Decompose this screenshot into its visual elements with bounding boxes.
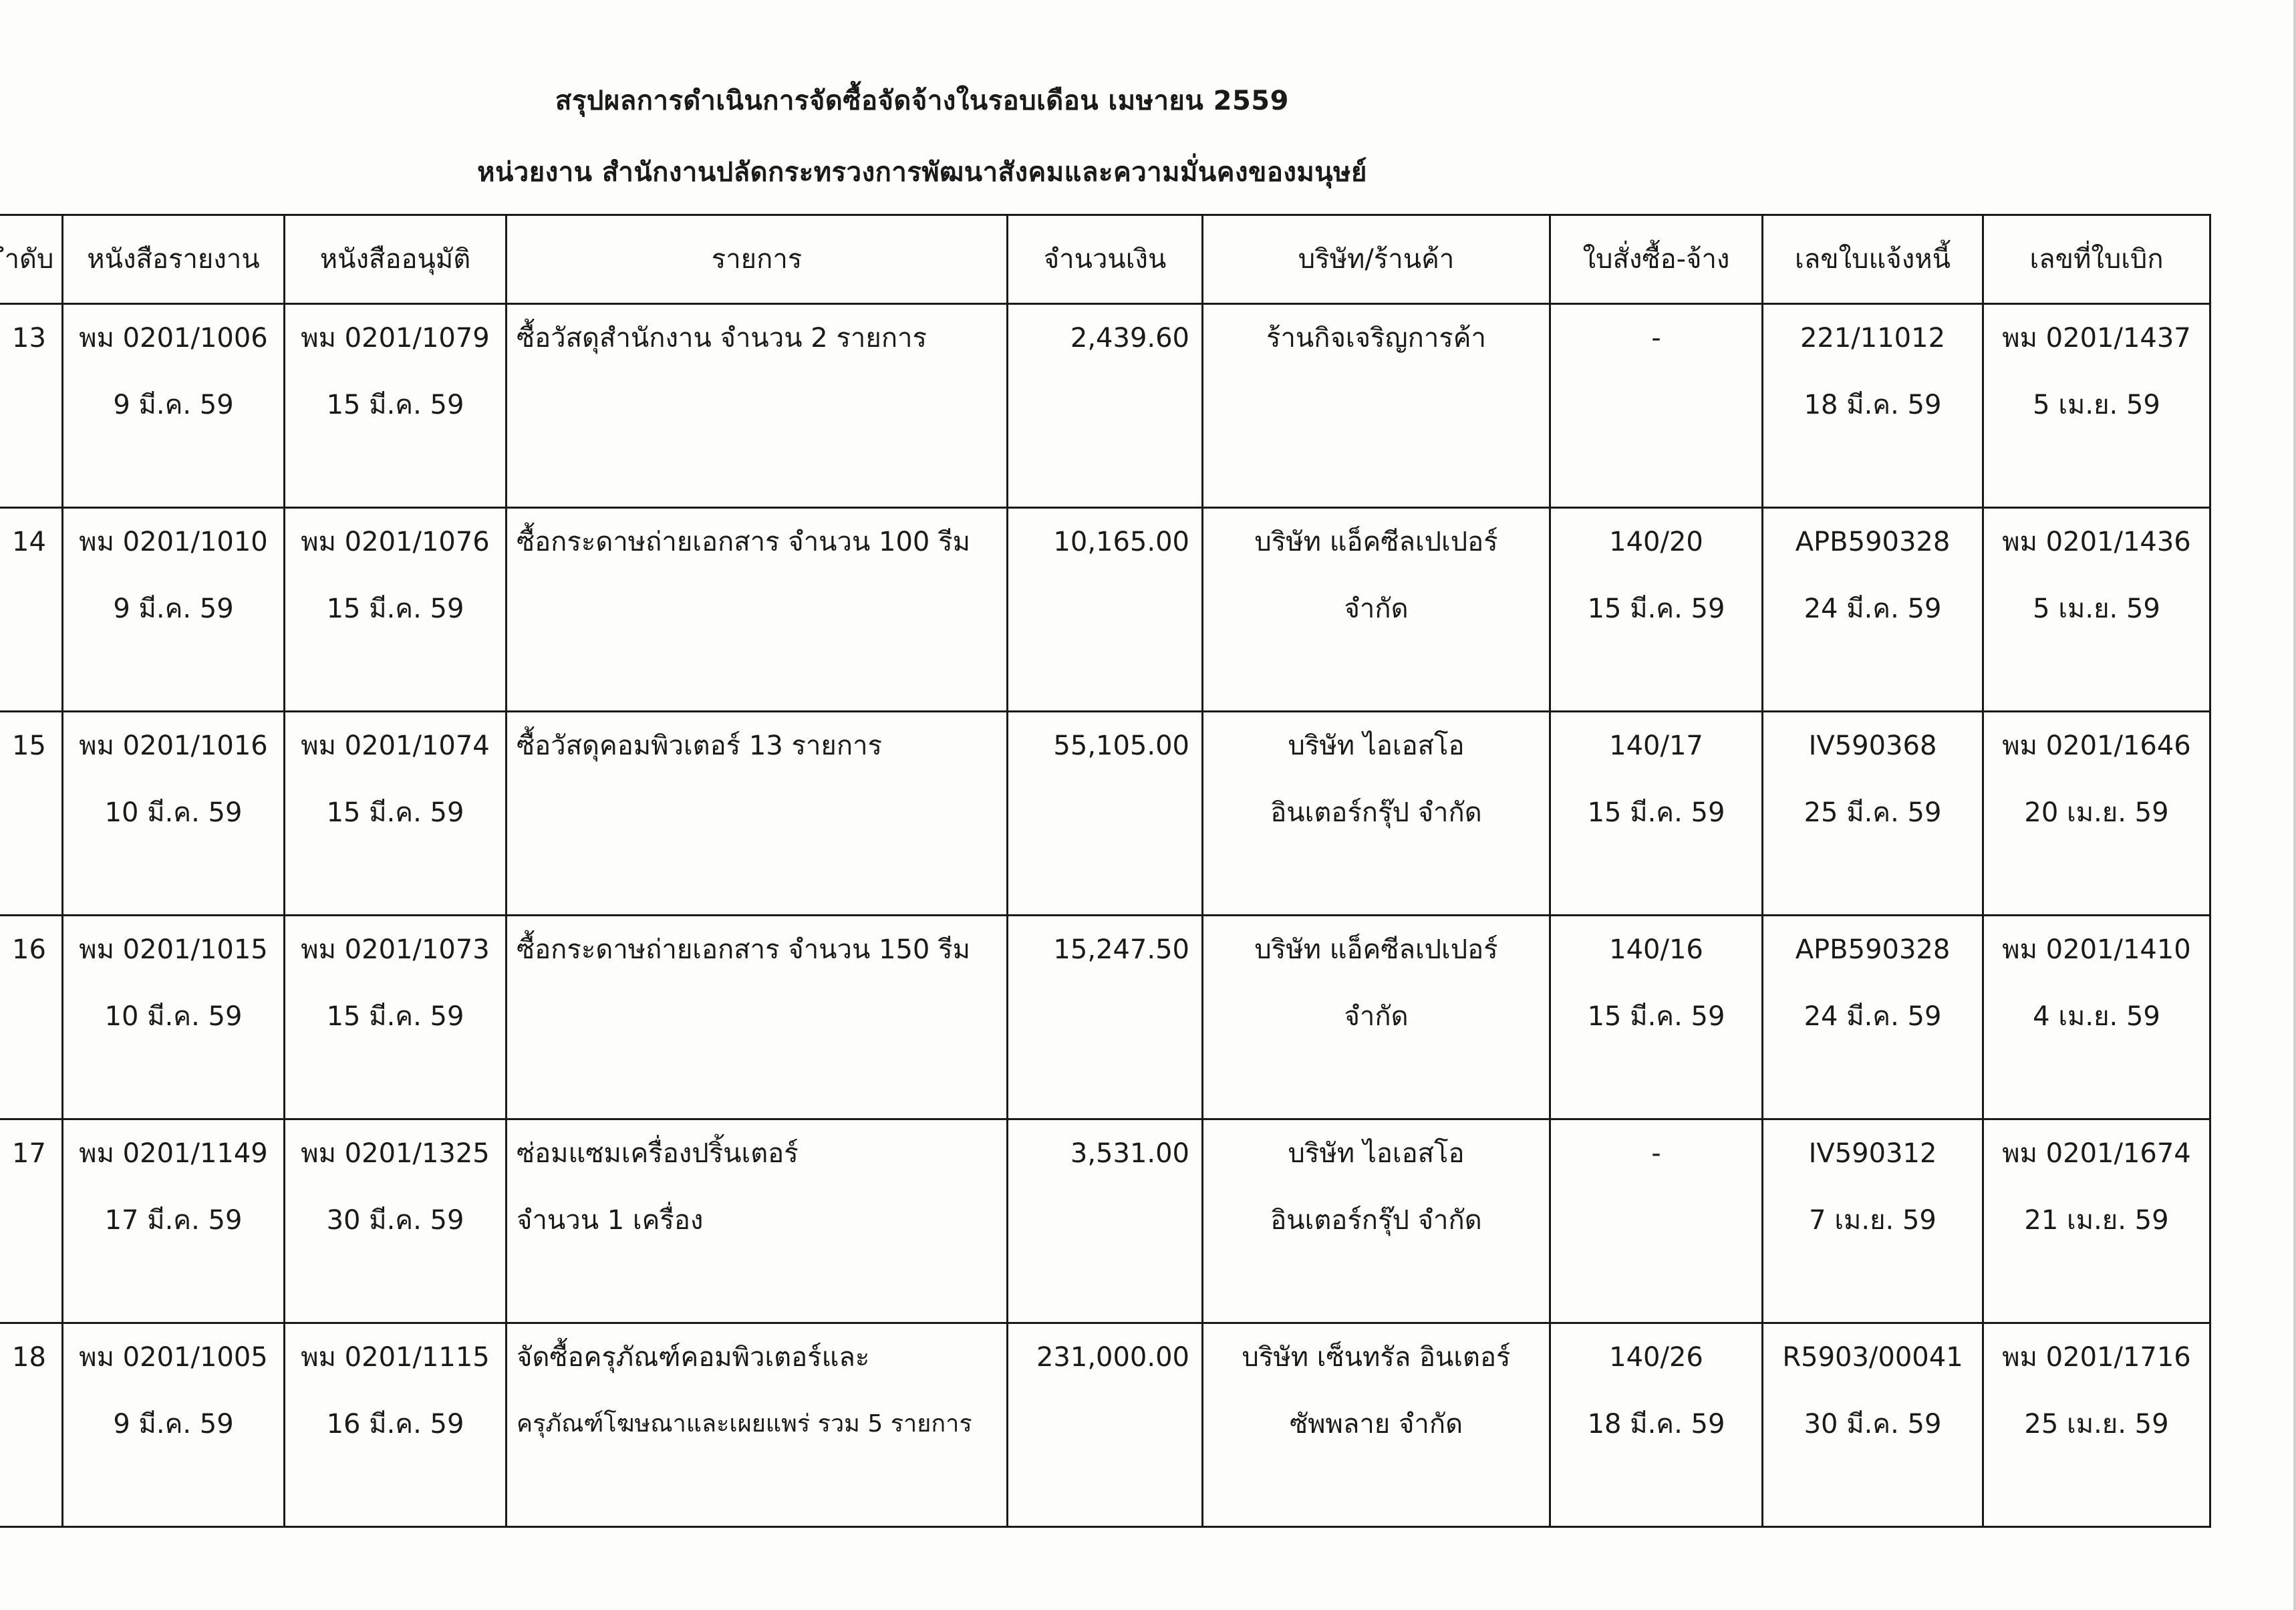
- approval-number: พม 0201/1074: [301, 730, 490, 761]
- cell-withdrawal: [1983, 508, 2210, 712]
- cell-withdrawal: [1983, 1119, 2210, 1323]
- table-row: [0, 1323, 2210, 1527]
- invoice-number: APB590328: [1795, 934, 1951, 965]
- header-report-letter: หนังสือรายงาน: [63, 215, 285, 304]
- item-line-2: [517, 779, 1006, 846]
- cell-po: [1550, 508, 1763, 712]
- approval-number: พม 0201/1325: [301, 1138, 490, 1169]
- cell-withdrawal: [1983, 712, 2210, 916]
- header-withdrawal: เลขที่ใบเบิก: [1983, 215, 2210, 304]
- withdrawal-date: 20 เม.ย. 59: [2024, 797, 2169, 828]
- cell-item: [507, 304, 1008, 508]
- cell-report-letter: [63, 916, 285, 1119]
- header-amount: จำนวนเงิน: [1008, 215, 1203, 304]
- vendor-line-2: [1203, 372, 1549, 438]
- cell-invoice: [1763, 1119, 1983, 1323]
- invoice-date: 30 มี.ค. 59: [1804, 1409, 1942, 1440]
- cell-invoice: [1763, 1323, 1983, 1527]
- page-edge: [2293, 0, 2296, 1610]
- procurement-table: [0, 214, 2211, 1528]
- withdrawal-date: 25 เม.ย. 59: [2024, 1409, 2169, 1440]
- withdrawal-date: 21 เม.ย. 59: [2024, 1205, 2169, 1236]
- cell-report-letter: [63, 508, 285, 712]
- cell-report-letter: [63, 1323, 285, 1527]
- header-vendor: บริษัท/ร้านค้า: [1203, 215, 1550, 304]
- cell-approval-letter: [285, 1323, 507, 1527]
- po-date: [1551, 1187, 1761, 1254]
- approval-date: 15 มี.ค. 59: [326, 593, 464, 624]
- cell-po: [1550, 916, 1763, 1119]
- cell-item: [507, 916, 1008, 1119]
- approval-date: 30 มี.ค. 59: [326, 1205, 464, 1236]
- cell-approval-letter: [285, 508, 507, 712]
- vendor-line-1: ร้านกิจเจริญการค้า: [1266, 323, 1486, 354]
- invoice-date: 24 มี.ค. 59: [1804, 593, 1942, 624]
- document-title: สรุปผลการดำเนินการจัดซื้อจัดจ้างในรอบเดือน เมษายน 2559: [555, 86, 1289, 116]
- invoice-number: IV590312: [1808, 1138, 1937, 1169]
- cell-item: [507, 508, 1008, 712]
- cell-seq: 17: [0, 1119, 63, 1323]
- header-seq: ำดับ: [0, 215, 63, 304]
- cell-withdrawal: [1983, 304, 2210, 508]
- cell-po: [1550, 304, 1763, 508]
- table-header: [0, 215, 2210, 304]
- invoice-date: 24 มี.ค. 59: [1804, 1001, 1942, 1032]
- item-line-2: [517, 372, 1006, 438]
- table-row: [0, 712, 2210, 916]
- item-line-1: ซื้อวัสดุคอมพิวเตอร์ 13 รายการ: [517, 730, 883, 761]
- cell-report-letter: [63, 304, 285, 508]
- item-line-2: [517, 575, 1006, 642]
- item-line-2: ครุภัณฑ์โฆษณาและเผยแพร่ รวม 5 รายการ: [517, 1410, 972, 1438]
- table-body: [0, 304, 2210, 1527]
- cell-amount: 231,000.00: [1008, 1323, 1203, 1527]
- invoice-number: 221/11012: [1800, 323, 1946, 354]
- withdrawal-number: พม 0201/1646: [2002, 730, 2191, 761]
- cell-withdrawal: [1983, 1323, 2210, 1527]
- invoice-date: 25 มี.ค. 59: [1804, 797, 1942, 828]
- approval-date: 15 มี.ค. 59: [326, 797, 464, 828]
- cell-po: [1550, 1323, 1763, 1527]
- approval-number: พม 0201/1073: [301, 934, 490, 965]
- report-number: พม 0201/1149: [79, 1138, 268, 1169]
- table-row: [0, 916, 2210, 1119]
- cell-amount: 15,247.50: [1008, 916, 1203, 1119]
- cell-po: [1550, 712, 1763, 916]
- po-number: 140/17: [1609, 730, 1703, 761]
- cell-po: [1550, 1119, 1763, 1323]
- withdrawal-number: พม 0201/1437: [2002, 323, 2191, 354]
- report-date: 17 มี.ค. 59: [104, 1205, 243, 1236]
- item-line-2: [517, 983, 1006, 1050]
- po-number: -: [1651, 323, 1661, 354]
- withdrawal-number: พม 0201/1674: [2002, 1138, 2191, 1169]
- cell-seq: 13: [0, 304, 63, 508]
- po-date: 15 มี.ค. 59: [1587, 797, 1725, 828]
- po-date: 18 มี.ค. 59: [1587, 1409, 1725, 1440]
- vendor-line-1: บริษัท ไอเอสโอ: [1288, 1138, 1465, 1169]
- po-date: 15 มี.ค. 59: [1587, 593, 1725, 624]
- item-line-1: ซื้อกระดาษถ่ายเอกสาร จำนวน 150 รีม: [517, 934, 970, 965]
- vendor-line-2: อินเตอร์กรุ๊ป จำกัด: [1270, 797, 1482, 828]
- approval-date: 15 มี.ค. 59: [326, 1001, 464, 1032]
- vendor-line-1: บริษัท เซ็นทรัล อินเตอร์: [1242, 1342, 1511, 1373]
- approval-date: 16 มี.ค. 59: [326, 1409, 464, 1440]
- invoice-date: 18 มี.ค. 59: [1804, 390, 1942, 420]
- report-date: 9 มี.ค. 59: [113, 390, 234, 420]
- report-number: พม 0201/1005: [79, 1342, 268, 1373]
- cell-vendor: [1203, 1119, 1550, 1323]
- item-line-1: จัดซื้อครุภัณฑ์คอมพิวเตอร์และ: [517, 1342, 870, 1373]
- withdrawal-number: พม 0201/1436: [2002, 527, 2191, 557]
- approval-number: พม 0201/1079: [301, 323, 490, 354]
- report-number: พม 0201/1016: [79, 730, 268, 761]
- po-date: 15 มี.ค. 59: [1587, 1001, 1725, 1032]
- vendor-line-1: บริษัท แอ็คซีลเปเปอร์: [1254, 527, 1498, 557]
- invoice-date: 7 เม.ย. 59: [1809, 1205, 1936, 1236]
- po-number: 140/20: [1609, 527, 1703, 557]
- withdrawal-number: พม 0201/1716: [2002, 1342, 2191, 1373]
- header-approval-letter: หนังสืออนุมัติ: [285, 215, 507, 304]
- po-date: [1551, 372, 1761, 438]
- cell-seq: 14: [0, 508, 63, 712]
- report-date: 10 มี.ค. 59: [104, 797, 243, 828]
- po-number: 140/26: [1609, 1342, 1703, 1373]
- cell-seq: 15: [0, 712, 63, 916]
- vendor-line-2: ซัพพลาย จำกัด: [1289, 1409, 1463, 1440]
- cell-seq: 16: [0, 916, 63, 1119]
- approval-date: 15 มี.ค. 59: [326, 390, 464, 420]
- cell-approval-letter: [285, 712, 507, 916]
- cell-item: [507, 1119, 1008, 1323]
- withdrawal-date: 4 เม.ย. 59: [2033, 1001, 2160, 1032]
- withdrawal-date: 5 เม.ย. 59: [2033, 390, 2160, 420]
- report-number: พม 0201/1006: [79, 323, 268, 354]
- cell-approval-letter: [285, 1119, 507, 1323]
- vendor-line-1: บริษัท แอ็คซีลเปเปอร์: [1254, 934, 1498, 965]
- po-number: 140/16: [1609, 934, 1703, 965]
- cell-amount: 2,439.60: [1008, 304, 1203, 508]
- cell-item: [507, 712, 1008, 916]
- cell-invoice: [1763, 916, 1983, 1119]
- item-line-2: จำนวน 1 เครื่อง: [517, 1205, 704, 1236]
- vendor-line-2: จำกัด: [1344, 593, 1409, 624]
- cell-invoice: [1763, 712, 1983, 916]
- table-row: [0, 1119, 2210, 1323]
- cell-vendor: [1203, 508, 1550, 712]
- withdrawal-date: 5 เม.ย. 59: [2033, 593, 2160, 624]
- header-po: ใบสั่งซื้อ-จ้าง: [1550, 215, 1763, 304]
- cell-report-letter: [63, 712, 285, 916]
- vendor-line-2: อินเตอร์กรุ๊ป จำกัด: [1270, 1205, 1482, 1236]
- table-row: [0, 304, 2210, 508]
- cell-invoice: [1763, 304, 1983, 508]
- po-number: -: [1651, 1138, 1661, 1169]
- cell-report-letter: [63, 1119, 285, 1323]
- report-date: 9 มี.ค. 59: [113, 1409, 234, 1440]
- invoice-number: R5903/00041: [1782, 1342, 1963, 1373]
- vendor-line-2: จำกัด: [1344, 1001, 1409, 1032]
- cell-amount: 3,531.00: [1008, 1119, 1203, 1323]
- report-number: พม 0201/1015: [79, 934, 268, 965]
- cell-invoice: [1763, 508, 1983, 712]
- cell-seq: 18: [0, 1323, 63, 1527]
- invoice-number: APB590328: [1795, 527, 1951, 557]
- report-date: 10 มี.ค. 59: [104, 1001, 243, 1032]
- withdrawal-number: พม 0201/1410: [2002, 934, 2191, 965]
- item-line-1: ซ่อมแซมเครื่องปริ้นเตอร์: [517, 1138, 799, 1169]
- unit-line: หน่วยงาน สำนักงานปลัดกระทรวงการพัฒนาสังคมและความมั่นคงของมนุษย์: [477, 157, 1367, 188]
- cell-vendor: [1203, 304, 1550, 508]
- cell-approval-letter: [285, 916, 507, 1119]
- cell-item: [507, 1323, 1008, 1527]
- cell-vendor: [1203, 712, 1550, 916]
- cell-withdrawal: [1983, 916, 2210, 1119]
- cell-amount: 10,165.00: [1008, 508, 1203, 712]
- report-number: พม 0201/1010: [79, 527, 268, 557]
- cell-vendor: [1203, 916, 1550, 1119]
- header-item: รายการ: [507, 215, 1008, 304]
- item-line-1: ซื้อกระดาษถ่ายเอกสาร จำนวน 100 รีม: [517, 527, 970, 557]
- report-date: 9 มี.ค. 59: [113, 593, 234, 624]
- cell-approval-letter: [285, 304, 507, 508]
- cell-vendor: [1203, 1323, 1550, 1527]
- table-row: [0, 508, 2210, 712]
- invoice-number: IV590368: [1808, 730, 1937, 761]
- item-line-1: ซื้อวัสดุสำนักงาน จำนวน 2 รายการ: [517, 323, 927, 354]
- vendor-line-1: บริษัท ไอเอสโอ: [1288, 730, 1465, 761]
- approval-number: พม 0201/1115: [301, 1342, 490, 1373]
- approval-number: พม 0201/1076: [301, 527, 490, 557]
- cell-amount: 55,105.00: [1008, 712, 1203, 916]
- header-invoice: เลขใบแจ้งหนี้: [1763, 215, 1983, 304]
